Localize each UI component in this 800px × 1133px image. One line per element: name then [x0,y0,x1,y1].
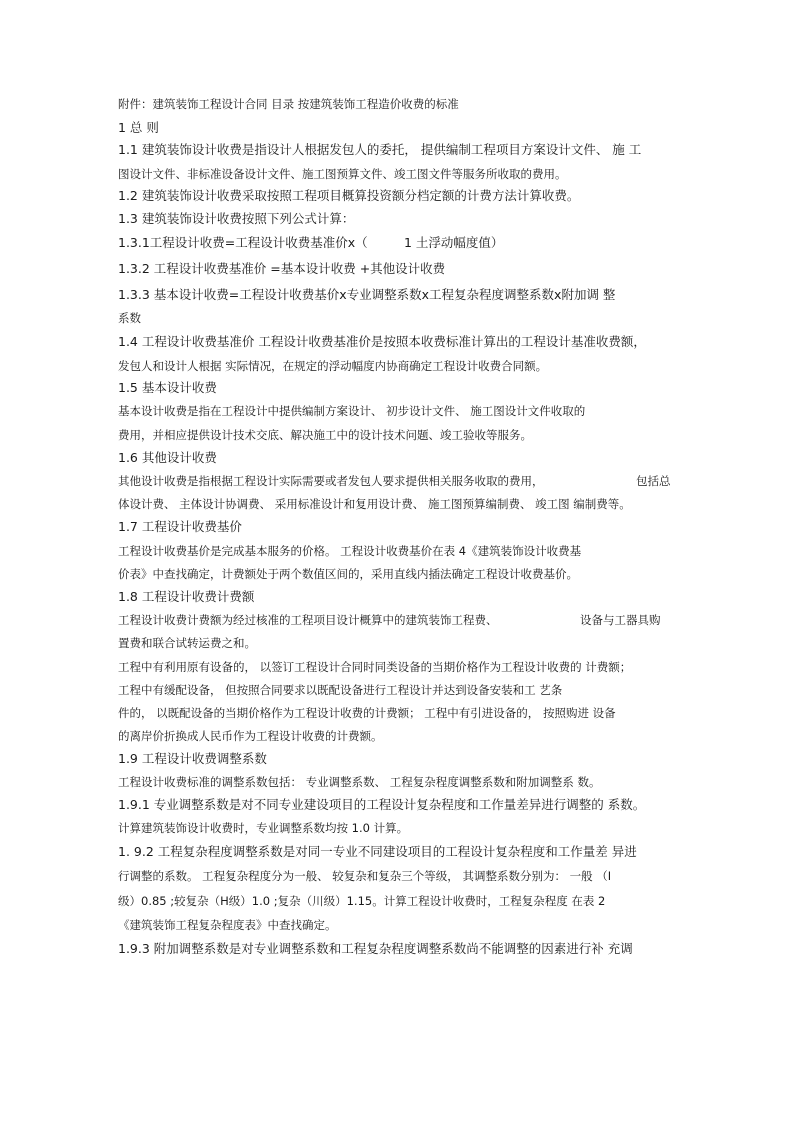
paragraph-line: 1.4 工程设计收费基准价 工程设计收费基准价是按照本收费标准计算出的工程设计基准收费额， [118,334,646,349]
paragraph-line-tail: 设备与工器具购 [580,613,661,627]
paragraph-line: 1 总 则 [118,120,159,135]
paragraph-line: 基本设计收费是指在工程设计中提供编制方案设计、 初步设计文件、 施工图设计文件收取的 [118,404,586,418]
paragraph-line: 工程设计收费标准的调整系数包括： 专业调整系数、 工程复杂程度调整系数和附加调整系 数。 [118,775,601,789]
paragraph-line: 附件：建筑装饰工程设计合同 目录 按建筑装饰工程造价收费的标准 [118,97,459,111]
paragraph-line: 价表》中查找确定，计费额处于两个数值区间的，采用直线内插法确定工程设计收费基价。 [118,567,578,581]
paragraph-line: 1.7 工程设计收费基价 [118,519,242,534]
paragraph-line: 工程设计收费基价是完成基本服务的价格。 工程设计收费基价在表 4《建筑装饰设计收费基 [118,544,582,558]
paragraph-line: 1.3 建筑装饰设计收费按照下列公式计算： [118,211,355,226]
paragraph-line: 1.6 其他设计收费 [118,450,217,465]
paragraph-line: 的离岸价折换成人民币作为工程设计收费的计费额。 [118,729,383,743]
paragraph-line: 1.8 工程设计收费计费额 [118,589,255,604]
paragraph-line: 1.3.2 工程设计收费基准价 =基本设计收费 +其他设计收费 [118,261,446,276]
paragraph-line: 计算建筑装饰设计收费时，专业调整系数均按 1.0 计算。 [118,821,409,835]
paragraph-line: 工程设计收费计费额为经过核准的工程项目设计概算中的建筑装饰工程费、 [118,613,498,627]
paragraph-line: 1.9.3 附加调整系数是对专业调整系数和工程复杂程度调整系数尚不能调整的因素进行补 充调 [118,941,633,956]
paragraph-line: 《建筑装饰工程复杂程度表》中查找确定。 [118,918,337,932]
paragraph-line: 1.2 建筑装饰设计收费采取按照工程项目概算投资额分档定额的计费方法计算收费。 [118,188,580,203]
paragraph-line: 系数 [118,311,141,325]
paragraph-line: 1.5 基本设计收费 [118,380,217,395]
paragraph-line: 工程中有利用原有设备的， 以签订工程设计合同时同类设备的当期价格作为工程设计收费的 计费额； [118,660,632,674]
paragraph-line: 体设计费、 主体设计协调费、 采用标准设计和复用设计费、 施工图预算编制费、 竣工图 编制费等。 [118,497,631,511]
paragraph-line: 1.9 工程设计收费调整系数 [118,751,267,766]
paragraph-line: 其他设计收费是指根据工程设计实际需要或者发包人要求提供相关服务收取的费用， [118,474,544,488]
paragraph-line: 费用，并相应提供设计技术交底、解决施工中的设计技术问题、竣工验收等服务。 [118,428,532,442]
paragraph-line: 1.3.3 基本设计收费=工程设计收费基价x专业调整系数x工程复杂程度调整系数x附加调 整 [118,287,616,302]
paragraph-line: 1. 9.2 工程复杂程度调整系数是对同一专业不同建设项目的工程设计复杂程度和工作量差 异进 [118,844,637,859]
paragraph-line: 行调整的系数。 工程复杂程度分为一般、 较复杂和复杂三个等级， 其调整系数分别为： 一般 （I [118,869,612,883]
paragraph-line: 件的， 以既配设备的当期价格作为工程设计收费的计费额； 工程中有引进设备的， 按照购进 设备 [118,706,616,720]
paragraph-line: 1.3.1工程设计收费=工程设计收费基准价x（ [118,235,368,250]
paragraph-line: 1.9.1 专业调整系数是对不同专业建设项目的工程设计复杂程度和工作量差异进行调整的 系数。 [118,797,646,812]
paragraph-line: 图设计文件、非标准设备设计文件、施工图预算文件、竣工图文件等服务所收取的费用。 [118,167,567,181]
paragraph-line: 置费和联合试转运费之和。 [118,636,256,650]
paragraph-line: 工程中有缓配设备， 但按照合同要求以既配设备进行工程设计并达到设备安装和工 艺条 [118,683,563,697]
paragraph-line-tail: 包括总 [636,474,671,488]
paragraph-line: 1.1 建筑装饰设计收费是指设计人根据发包人的委托， 提供编制工程项目方案设计文件、 施 工 [118,142,642,157]
paragraph-line: 发包人和设计人根据 实际情况，在规定的浮动幅度内协商确定工程设计收费合同额。 [118,359,548,373]
paragraph-line: 级）0.85 ;较复杂（H级）1.0 ;复杂（川级）1.15。计算工程设计收费时，工程复杂程度 在表 2 [118,894,606,908]
paragraph-line-tail: 1 土浮动幅度值） [404,235,504,250]
